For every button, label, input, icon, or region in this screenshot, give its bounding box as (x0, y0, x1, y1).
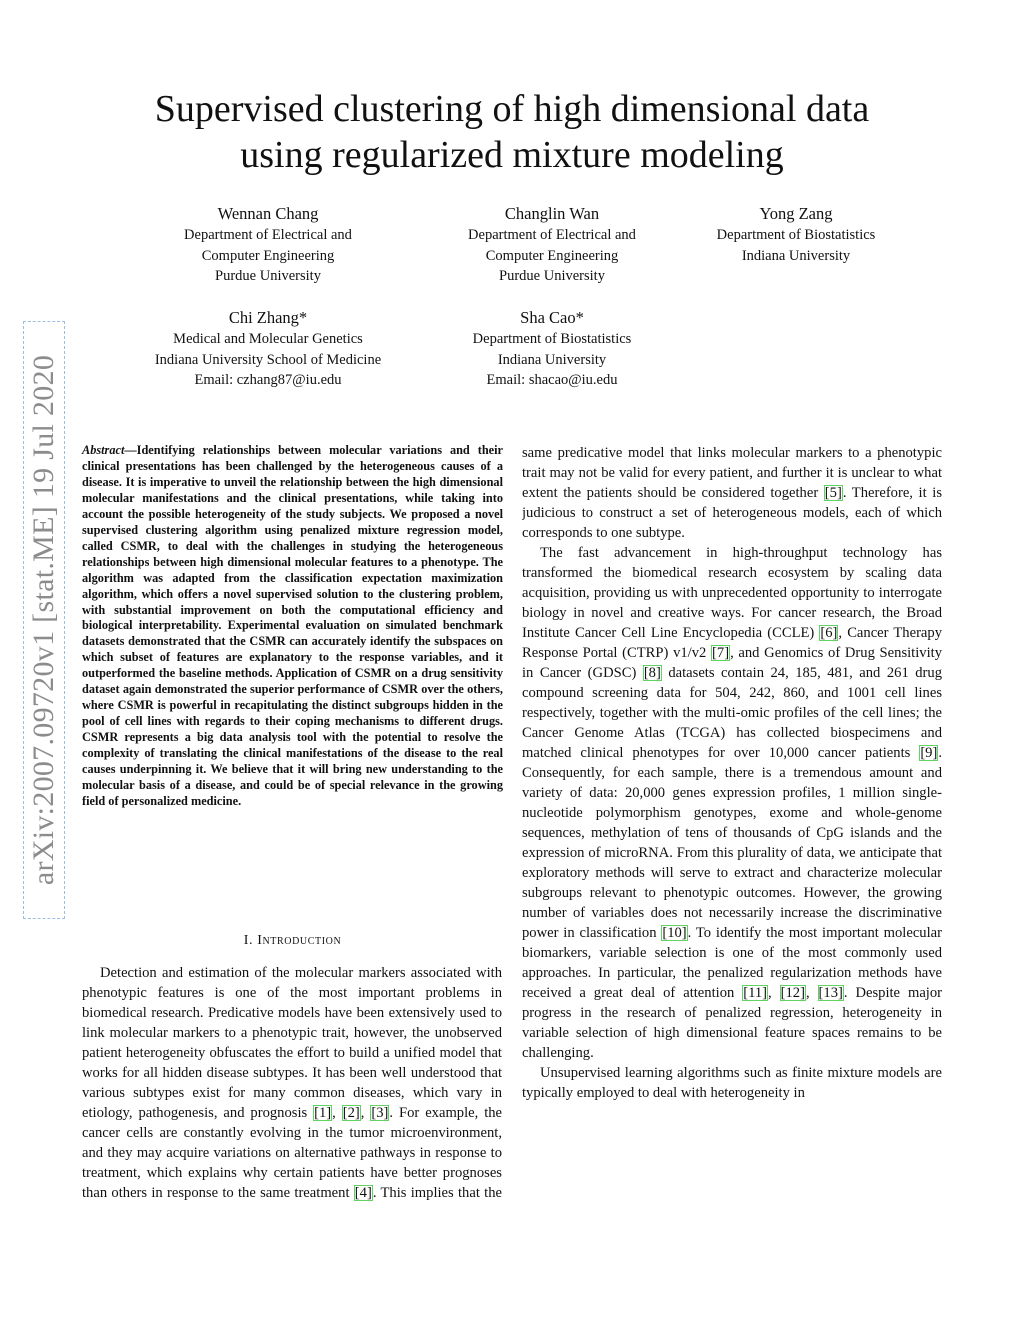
intro-paragraph-1-continued (522, 443, 942, 543)
author-affiliation: Department of Biostatistics (472, 331, 632, 347)
citation-link[interactable]: [8] (643, 665, 661, 681)
author-block (168, 203, 368, 287)
author-affiliation: Indiana University (741, 247, 851, 264)
text-run: The fast advancement in high-throughput technology has transformed the biomedical research ecosystem by scaling data acquisition, providing us with unprecedented opportunity to interrogate biology in novel and creative ways. For cancer research, the Broad Institute Cancer Cell Line Encyclopedia (CCLE) (522, 545, 942, 641)
continued-text (522, 443, 942, 1103)
text-run: , (768, 985, 780, 1001)
title-line-2: using regularized mixture modeling (240, 134, 784, 176)
author-name: Chi Zhang* (228, 308, 308, 327)
arxiv-stamp-text: arXiv:2007.09720v1 [stat.ME] 19 Jul 2020 (22, 320, 66, 920)
section-title: Introduction (257, 933, 342, 948)
text-run: . Therefore, it is judicious to construct a set of heterogeneous models, each of which corresponds to one subtype. (522, 485, 942, 541)
title-line-1: Supervised clustering of high dimensional data (154, 88, 870, 130)
text-run: , and Genomics of Drug Sensitivity in Cancer (GDSC) (522, 645, 942, 681)
author-block (696, 203, 896, 266)
citation-link[interactable]: [13] (818, 985, 843, 1001)
author-affiliation: Department of Electrical and (184, 227, 352, 243)
citation-link[interactable]: [5] (824, 485, 842, 501)
citation-link[interactable]: [7] (712, 645, 730, 661)
author-email: Email: czhang87@iu.edu (194, 372, 342, 388)
author-affiliation: Department of Biostatistics (716, 227, 876, 243)
text-run: , (805, 985, 818, 1001)
intro-paragraph-3 (522, 1063, 942, 1103)
arxiv-stamp (22, 320, 66, 920)
author-affiliation: Medical and Molecular Genetics (173, 331, 363, 347)
citation-link[interactable]: [11] (743, 985, 768, 1001)
citation-link[interactable]: [10] (662, 925, 687, 941)
author-block (128, 307, 408, 391)
intro-column-right (522, 443, 942, 1203)
text-run: , (332, 1105, 342, 1121)
author-affiliation: Purdue University (499, 268, 605, 284)
text-run: Unsupervised learning algorithms such as finite mixture models are typically employed to deal with heterogeneity in (522, 1065, 942, 1101)
citation-link[interactable]: [2] (342, 1105, 360, 1121)
abstract-label: Abstract (82, 443, 125, 457)
author-affiliation: Computer Engineering (485, 247, 619, 264)
author-affiliation: Department of Electrical and (468, 227, 636, 243)
citation-link[interactable]: [1] (314, 1105, 332, 1121)
citation-link[interactable]: [6] (820, 625, 838, 641)
text-run: . To identify the most important molecular biomarkers, variable selection is one of the most commonly used approaches. In particular, the penalized regularization methods have received a great deal of attention (522, 925, 942, 1001)
author-name: Wennan Chang (217, 204, 319, 223)
section-number: I. (243, 933, 254, 948)
intro-column-left (82, 963, 502, 1203)
section-heading (82, 933, 503, 949)
author-name: Sha Cao* (520, 308, 584, 327)
text-run: same predicative model that links molecular markers to a phenotypic trait may not be valid for every patient, and further it is unclear to what extent the patients should be considered together (522, 445, 942, 501)
text-run: . For example, the cancer cells are constantly evolving in the tumor microenvironment, and they may acquire variations on alternative pathways in response to treatment, which explains why certain patients have better prognoses than others in response to the same treatment (82, 1105, 502, 1201)
text-run: , (360, 1105, 371, 1121)
author-affiliation: Computer Engineering (201, 247, 335, 264)
author-affiliation: Purdue University (215, 268, 321, 284)
citation-link[interactable]: [3] (371, 1105, 389, 1121)
author-block (452, 203, 652, 287)
author-name: Changlin Wan (504, 204, 600, 223)
abstract (82, 443, 503, 810)
text-run: , Cancer Therapy Response Portal (CTRP) v1/v2 (522, 625, 942, 661)
text-run: datasets contain 24, 185, 481, and 261 drug compound screening data for 504, 242, 860, and 1001 cell lines respectively, together with the multi-omic profiles of the cell lines; the Cancer Genome Atlas (TCGA) has collected biospecimens and matched clinical phenotypes for over 10,000 cancer patients (522, 665, 942, 761)
author-affiliation: Indiana University School of Medicine (154, 351, 382, 368)
text-run: . Consequently, for each sample, there is a tremendous amount and variety of data: 20,000 genes expression profiles, 1 million single-nucleotide polymorphism genotypes, exome and whole-genome sequences, methylation of tens of thousands of CpG islands and the expression of microRNA. From this plurality of data, we anticipate that exploratory methods will serve to extract and characterize molecular subgroups relevant to phenotypic outcomes. However, the growing number of variables does not necessarily increase the discriminative power in classification (522, 745, 942, 941)
author-email: Email: shacao@iu.edu (486, 372, 618, 388)
author-name: Yong Zang (759, 204, 833, 223)
citation-link[interactable]: [9] (920, 745, 938, 761)
citation-link[interactable]: [4] (354, 1185, 372, 1201)
intro-paragraph-2 (522, 543, 942, 1063)
abstract-text: —Identifying relationships between molecular variations and their clinical presentations has been challenged by the heterogeneous causes of a disease. It is imperative to unveil the relationship between the high dimensional molecular manifestations and the clinical presentations, while taking into account the possible heterogeneity of the study subjects. We proposed a novel supervised clustering algorithm using penalized mixture regression model, called CSMR, to deal with the challenges in studying the heterogeneous relationships between high dimensional molecular features to a phenotype. The algorithm was adapted from the classification expectation maximization algorithm, which offers a novel supervised solution to the clustering problem, with substantial improvement on both the computational efficiency and biological interpretability. Experimental evaluation on simulated benchmark datasets demonstrated that the CSMR can accurately identify the subspaces on which subset of features are explanatory to the response variables, and it outperformed the baseline methods. Application of CSMR on a drug sensitivity dataset again demonstrated the superior performance of CSMR over the others, where CSMR is powerful in recapitulating the distinct subgroups hidden in the pool of cell lines with regards to their coping mechanisms to different drugs. CSMR represents a big data analysis tool with the potential to resolve the complexity of translating the clinical manifestations of the disease to the real causes underpinning it. We believe that it will bring new understanding to the molecular basis of a disease, and could be of special relevance in the growing field of personalized medicine. (82, 443, 503, 808)
text-run: . Despite major progress in the research of penalized regression, heterogeneity in variable selection of high dimensional feature spaces remains to be challenging. (522, 985, 942, 1061)
text-run: . This implies that the (372, 1185, 502, 1201)
paper-title (0, 86, 1024, 178)
author-block (452, 307, 652, 391)
intro-paragraph-1 (82, 963, 502, 1203)
text-run: Detection and estimation of the molecular markers associated with phenotypic features is one of the most important problems in biomedical research. Predicative models have been extensively used to link molecular markers to a phenotypic trait, however, the unobserved patient heterogeneity obfuscates the effort to build a unified model that works for all hidden disease subtypes. It has been well understood that various subtypes exist for many common diseases, which vary in etiology, pathogenesis, and prognosis (82, 965, 502, 1121)
author-affiliation: Indiana University (497, 351, 607, 368)
citation-link[interactable]: [12] (780, 985, 805, 1001)
